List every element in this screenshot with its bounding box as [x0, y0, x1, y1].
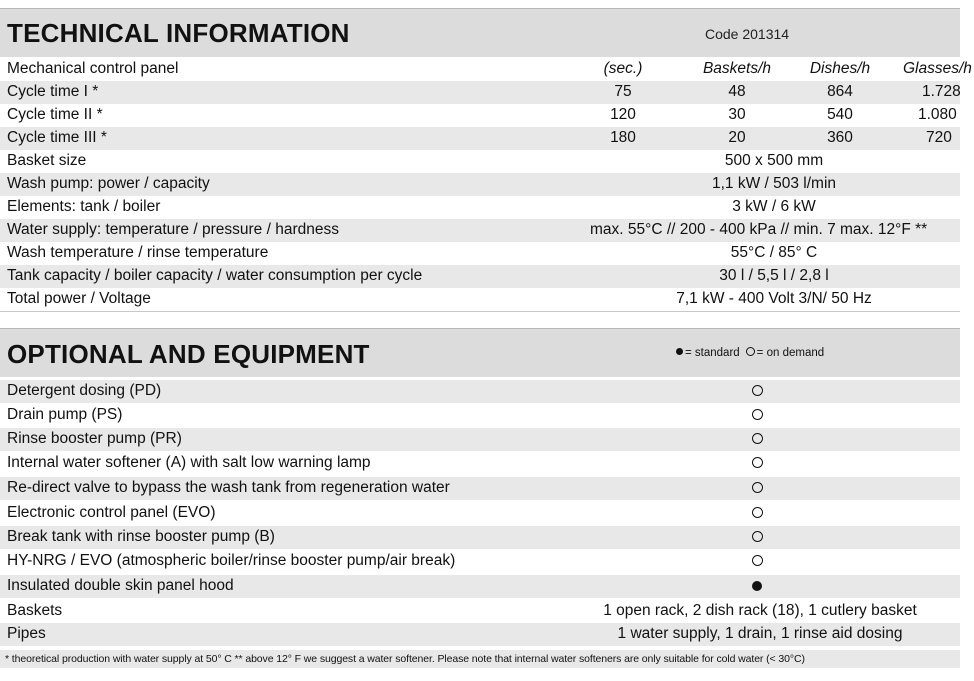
cycle-glasses: 1.728 [922, 83, 961, 100]
list-item [0, 452, 960, 475]
cycle-baskets: 48 [728, 83, 746, 100]
option-label: HY-NRG / EVO (atmospheric boiler/rinse booster pump/air break) [7, 552, 456, 569]
col-glasses: Glasses/h [903, 60, 972, 77]
cycle-sec: 180 [610, 129, 636, 146]
standard-icon [748, 575, 766, 595]
on-demand-icon [748, 526, 766, 546]
table-row [0, 265, 960, 288]
cycle-label: Cycle time II * [7, 106, 103, 123]
option-label: Drain pump (PS) [7, 406, 123, 423]
footnote [0, 650, 960, 668]
extra-label: Baskets [7, 602, 63, 619]
section-divider [0, 311, 960, 312]
cycle-dishes: 540 [827, 106, 853, 123]
on-demand-icon [748, 502, 766, 522]
col-dishes: Dishes/h [809, 60, 871, 77]
cycle-dishes: 864 [827, 83, 853, 100]
spec-label: Water supply: temperature / pressure / hardness [7, 221, 339, 238]
cycle-glasses: 1.080 [918, 106, 957, 123]
cycle-label: Cycle time III * [7, 129, 107, 146]
control-panel-label: Mechanical control panel [7, 60, 179, 77]
table-row [0, 81, 960, 104]
on-demand-icon [748, 380, 766, 400]
legend-on-demand: = on demand [756, 347, 825, 359]
table-row [0, 242, 960, 265]
table-row [0, 104, 960, 127]
table-row [0, 219, 960, 242]
extra-value: 1 open rack, 2 dish rack (18), 1 cutlery basket [603, 602, 917, 619]
cycle-baskets: 20 [728, 129, 746, 146]
list-item [0, 600, 960, 623]
mark-legend [676, 347, 824, 359]
extra-label: Pipes [7, 625, 46, 642]
list-item [0, 380, 960, 403]
column-header-row [0, 58, 972, 81]
cycle-baskets: 30 [728, 106, 746, 123]
technical-header [0, 8, 960, 57]
spec-label: Elements: tank / boiler [7, 198, 161, 215]
spec-value: 1,1 kW / 503 l/min [711, 175, 837, 192]
spec-label: Tank capacity / boiler capacity / water consumption per cycle [7, 267, 423, 284]
spec-value: 30 l / 5,5 l / 2,8 l [719, 267, 829, 284]
cycle-glasses: 720 [926, 129, 952, 146]
option-label: Re-direct valve to bypass the wash tank from regeneration water [7, 479, 450, 496]
on-demand-icon [748, 477, 766, 497]
table-row [0, 127, 960, 150]
spec-label: Wash pump: power / capacity [7, 175, 210, 192]
table-row [0, 196, 960, 219]
col-baskets: Baskets/h [702, 60, 772, 77]
option-label: Insulated double skin panel hood [7, 577, 234, 594]
list-item [0, 575, 960, 598]
footnote-text: * theoretical production with water supply at 50° C ** above 12° F we suggest a water softener. Please note that internal water softeners are only suitable for cold water (< 30°C) [5, 653, 805, 665]
standard-bullet-icon [676, 348, 683, 355]
on-demand-icon [748, 428, 766, 448]
option-label: Internal water softener (A) with salt low warning lamp [7, 454, 371, 471]
cycle-sec: 120 [610, 106, 636, 123]
list-item [0, 623, 960, 646]
spec-value: 500 x 500 mm [724, 152, 824, 169]
table-row [0, 173, 960, 196]
option-label: Rinse booster pump (PR) [7, 430, 182, 447]
on-demand-icon [748, 404, 766, 424]
on-demand-ring-icon [746, 347, 755, 356]
spec-label: Total power / Voltage [7, 290, 151, 307]
legend-standard: = standard [685, 347, 740, 359]
spec-label: Basket size [7, 152, 87, 169]
list-item [0, 477, 960, 500]
product-code: Code 201314 [705, 26, 790, 42]
list-item [0, 404, 960, 427]
col-sec: (sec.) [603, 60, 643, 77]
option-label: Break tank with rinse booster pump (B) [7, 528, 275, 545]
spec-value: 3 kW / 6 kW [732, 198, 816, 215]
on-demand-icon [748, 452, 766, 472]
table-row [0, 288, 960, 311]
extra-value: 1 water supply, 1 drain, 1 rinse aid dosing [617, 625, 903, 642]
spec-label: Wash temperature / rinse temperature [7, 244, 269, 261]
spec-value: 55°C / 85° C [730, 244, 818, 261]
list-item [0, 428, 960, 451]
list-item [0, 550, 960, 573]
on-demand-icon [748, 550, 766, 570]
spec-value: max. 55°C // 200 - 400 kPa // min. 7 max. 12°F ** [590, 221, 928, 238]
cycle-label: Cycle time I * [7, 83, 99, 100]
cycle-dishes: 360 [827, 129, 853, 146]
technical-title: TECHNICAL INFORMATION [7, 18, 350, 48]
cycle-sec: 75 [614, 83, 632, 100]
spec-value: 7,1 kW - 400 Volt 3/N/ 50 Hz [676, 290, 872, 307]
list-item [0, 526, 960, 549]
option-label: Detergent dosing (PD) [7, 382, 162, 399]
table-row [0, 150, 960, 173]
list-item [0, 502, 960, 525]
optional-title: OPTIONAL AND EQUIPMENT [7, 339, 370, 369]
option-label: Electronic control panel (EVO) [7, 504, 216, 521]
